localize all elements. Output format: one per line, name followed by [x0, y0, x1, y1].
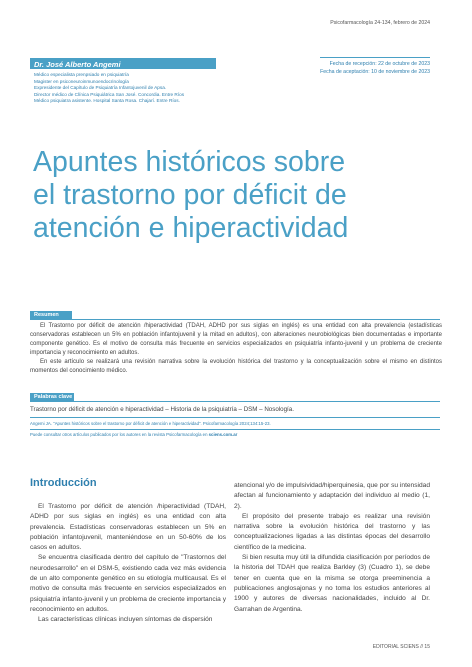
abstract [30, 322, 442, 376]
author-name: Dr. José Alberto Angemi [34, 59, 121, 69]
received-date: Fecha de recepción: 22 de octubre de 2023 [329, 61, 430, 67]
page-footer: EDITORIAL SCIENS // 15 [372, 644, 430, 650]
citation-rule-bottom [30, 429, 440, 430]
affiliation-line: Médico psiquiatra asistente. Hospital Santa Rosa. Chajarí. Entre Ríos. [34, 98, 180, 103]
header-rule [320, 57, 430, 58]
affiliation-line: Director médico de Clínica Psiquiátrica San José. Concordia. Entre Ríos [34, 91, 185, 97]
affiliation-line: Expresidente del Capítulo de Psiquiatría Infantojuvenil de Apsa. [34, 85, 167, 90]
abstract-label-text: Resumen [34, 312, 59, 318]
affiliation-line: Médico especialista prenpsiado en psiquiatría [34, 72, 129, 77]
intro-paragraph: atencional y/o de impulsividad/hiperquinesia, que por su intensidad afectan al funcionamiento y adaptación del individuo al medio (1, 2). [234, 482, 430, 510]
intro-paragraph: Si bien resulta muy útil la difundida clasificación por períodos de la historia del TDAH que realiza Barkley (3) (Cuadro 1), se debe tener en cuenta que en la misma se otorga preeminencia a publicaciones anglosajonas y no toma los estudios anteriores al 1900 y autores de diversas nacionalidades, incluido al Dr. Garrahan de Argentina. [234, 554, 430, 613]
consult-link[interactable]: sciens.com.ar [208, 432, 238, 437]
intro-heading: Introducción [30, 477, 97, 489]
abstract-label [30, 311, 72, 320]
affiliation-line: Magister en psiconeuroinmunoendocrinología [34, 78, 129, 84]
journal-header: Psicofarmacología 24-134, febrero de 2024 [330, 20, 430, 26]
citation: Angemi JA. "Apuntes históricos sobre el trastorno por déficit de atención e hiperactividad". Psicofarmacología 2024;134:15-23. [30, 421, 271, 426]
intro-paragraph: Las características clínicas incluyen síntomas de dispersión [38, 616, 213, 624]
consult-text: Puede consultar otros artículos publicados por los autores en la revista Psicofarmacología en [30, 432, 208, 437]
intro-paragraph: El Trastorno por déficit de atención /hiperactividad (TDAH, ADHD por sus siglas en inglés) es una entidad con alta prevalencia. Estadísticas conservadoras establecen un 5% en población infantojuvenil, manteniéndose en un 50-60% de los casos en adultos. [30, 503, 226, 552]
keywords-text: Trastorno por déficit de atención e hiperactividad – Historia de la psiquiatría – DSM – Nosología. [30, 406, 294, 413]
author-bar [30, 58, 216, 69]
abstract-rule [30, 319, 440, 320]
intro-paragraph: Se encuentra clasificada dentro del capítulo de "Trastornos del neurodesarrollo" en el DSM-5, existiendo cada vez más evidencia de un alto componente genético en su etiología multicausal. Es el motivo de consulta más frecuente en servicios especializados en psiquiatría infanto-juvenil y un problema de creciente importancia y reconocimiento en adultos. [30, 554, 226, 613]
intro-paragraph: El propósito del presente trabajo es realizar una revisión narrativa sobre la evolución histórica del trastorno y las conceptualizaciones ligadas a las distintas épocas del desarrollo científico de la medicina. [234, 512, 430, 551]
keywords-rule [30, 401, 440, 402]
abstract-paragraph: El Trastorno por déficit de atención /hiperactividad (TDAH, ADHD por sus siglas en inglés) es una entidad con alta prevalencia (estadísticas conservadoras establecen un 5% en población infantojuvenil y la mitad en adultos), con alteraciones neurobiológicas bien documentadas e importante componente genético. Es el motivo de consulta más frecuente en servicios especializados en psiquiatría infanto-juvenil y un problema de creciente importancia y reconocimiento en adultos. [30, 323, 442, 356]
intro-left-column [30, 502, 226, 626]
author-affiliations [34, 72, 234, 105]
keywords-label [30, 393, 74, 402]
accepted-date: Fecha de aceptación: 10 de noviembre de 2023 [320, 68, 430, 75]
title-line: atención e hiperactividad [33, 212, 349, 244]
title-line: el trastorno por déficit de [33, 179, 347, 211]
citation-rule [30, 417, 440, 418]
keywords-label-text: Palabras clave [34, 394, 73, 400]
intro-right-column [234, 481, 430, 615]
consult-note [30, 432, 237, 437]
abstract-paragraph: En este artículo se realizará una revisión narrativa sobre la evolución histórica del trastorno y la conceptualización sobre el mismo en distintos momentos del conocimiento médico. [30, 359, 442, 374]
article-dates [320, 61, 430, 76]
article-title [33, 146, 453, 245]
title-line: Apuntes históricos sobre [33, 146, 346, 178]
